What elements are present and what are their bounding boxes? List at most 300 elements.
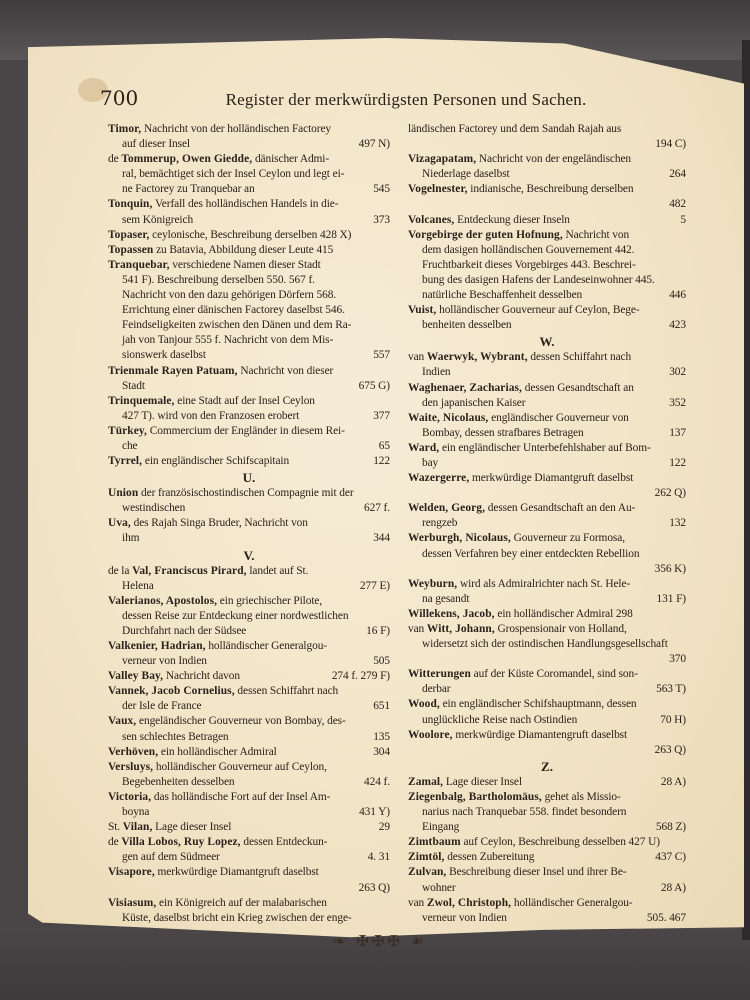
entry-line-text xyxy=(408,213,570,228)
entry-text: westindischen xyxy=(122,502,186,515)
entry-text: ein griechischer Pilote, xyxy=(217,594,323,607)
entry-headword: Weyburn, xyxy=(408,577,458,590)
page-number: 700 xyxy=(100,86,139,110)
entry-line xyxy=(408,743,686,758)
entry-line-text xyxy=(408,697,637,712)
entry-headword: Vannek, Jacob Cornelius, xyxy=(108,685,235,698)
entry-prefix: de la xyxy=(108,564,133,577)
entry-line xyxy=(408,607,686,622)
entry-line xyxy=(108,699,390,714)
entry-line xyxy=(408,303,686,318)
entry-line xyxy=(408,547,686,562)
entry-line-text xyxy=(422,288,582,303)
page-reference: 304 xyxy=(373,745,390,758)
page-reference: 557 xyxy=(373,349,390,362)
entry-headword: Wood, xyxy=(408,698,440,711)
index-entry xyxy=(108,865,390,895)
entry-headword: Topaser, xyxy=(108,228,150,241)
entry-text: Nachricht von den dazu gehörigen Dörfern 568. xyxy=(122,289,337,302)
index-entry xyxy=(108,564,390,594)
entry-text: Nachricht von dieser xyxy=(237,364,334,377)
entry-line-text xyxy=(408,896,633,911)
entry-line-text xyxy=(408,835,660,850)
entry-line xyxy=(108,911,390,926)
entry-text: sen schlechtes Betragen xyxy=(122,730,229,743)
index-column-left xyxy=(108,122,390,926)
index-entry xyxy=(108,684,390,714)
index-entry xyxy=(408,728,686,758)
entry-text: dessen Gesandtschaft an den Au- xyxy=(485,502,636,515)
entry-text: holländischer Gouverneur auf Ceylon, Bege- xyxy=(436,304,640,317)
entry-line-text xyxy=(122,805,149,820)
entry-text: zu Batavia, Abbildung dieser Leute 415 xyxy=(153,243,334,256)
entry-line xyxy=(408,486,686,501)
entry-line xyxy=(408,243,686,258)
index-entry xyxy=(408,411,686,441)
entry-headword: Valerianos, Apostolos, xyxy=(108,594,218,607)
entry-line xyxy=(108,228,390,243)
entry-headword: Trienmale Rayen Patuam, xyxy=(108,364,238,377)
entry-line-text xyxy=(108,684,338,699)
entry-text: merkwürdige Diamantengruft daselbst xyxy=(452,728,628,741)
index-entry xyxy=(408,441,686,471)
entry-line-text xyxy=(422,743,425,758)
entry-text: narius nach Tranquebar 558. findet besondern xyxy=(422,806,627,819)
entry-line-text xyxy=(122,213,193,228)
entry-text: indianische, Beschreibung derselben xyxy=(467,183,634,196)
entry-line xyxy=(108,303,390,318)
entry-line xyxy=(108,835,390,850)
entry-headword: Trinquemale, xyxy=(108,394,175,407)
entry-line-text xyxy=(122,624,246,639)
entry-line xyxy=(408,411,686,426)
page-reference: 122 xyxy=(669,456,686,469)
entry-line-text xyxy=(122,531,139,546)
entry-headword: Tonquin, xyxy=(108,198,153,211)
entry-text: Indien xyxy=(422,366,451,379)
entry-line xyxy=(408,713,686,728)
page-reference: 4. 31 xyxy=(367,851,390,864)
entry-headword: Werburgh, Nicolaus, xyxy=(408,532,511,545)
index-entry xyxy=(108,669,390,684)
entry-line xyxy=(408,790,686,805)
index-entry xyxy=(108,760,390,790)
page-reference: 370 xyxy=(669,653,686,666)
entry-text: holländischer Generalgou- xyxy=(511,896,633,909)
entry-line-text xyxy=(422,682,451,697)
section-letter: U. xyxy=(242,470,256,486)
entry-line-text xyxy=(122,182,255,197)
entry-headword: Vogelnester, xyxy=(408,183,468,196)
entry-line xyxy=(408,667,686,682)
index-entry xyxy=(108,152,390,197)
entry-headword: Ziegenbalg, Bartholomäus, xyxy=(408,790,542,803)
entry-line xyxy=(408,835,686,850)
entry-line xyxy=(108,805,390,820)
entry-line xyxy=(108,333,390,348)
index-entry xyxy=(408,501,686,531)
entry-line xyxy=(108,348,390,363)
entry-headword: Vuist, xyxy=(408,304,437,317)
entry-text: merkwürdige Diamantgruft daselbst xyxy=(469,472,634,485)
entry-text: engeländischer Gouverneur von Bombay, des- xyxy=(136,715,346,728)
index-entry xyxy=(408,697,686,727)
entry-text: der französischostindischen Compagnie mit der xyxy=(138,487,354,500)
entry-text: landet auf St. xyxy=(246,564,309,577)
entry-line-text xyxy=(422,911,507,926)
entry-text: des Rajah Singa Bruder, Nachricht von xyxy=(130,517,308,530)
index-entry xyxy=(408,577,686,607)
entry-headword: Union xyxy=(108,487,139,500)
entry-line-text xyxy=(408,790,621,805)
entry-line-text xyxy=(108,865,319,880)
entry-text: das holländische Fort auf der Insel Am- xyxy=(151,790,331,803)
entry-prefix: van xyxy=(408,351,427,364)
entry-headword: Visapore, xyxy=(108,866,155,879)
page-reference: 505. 467 xyxy=(646,911,686,924)
index-entry xyxy=(408,667,686,697)
page-reference: 137 xyxy=(669,426,686,439)
entry-line xyxy=(108,137,390,152)
entry-line-text xyxy=(422,805,626,820)
entry-text: Lage dieser Insel xyxy=(152,821,232,834)
running-title: Register der merkwürdigsten Personen und Sachen. xyxy=(225,90,587,109)
entry-line-text xyxy=(408,531,625,546)
entry-line-text xyxy=(422,456,438,471)
index-column-right xyxy=(408,122,686,926)
entry-line xyxy=(408,637,686,652)
entry-line xyxy=(408,911,686,926)
entry-prefix: de xyxy=(108,836,122,849)
entry-text: gen auf dem Südmeer xyxy=(122,851,220,864)
entry-line xyxy=(408,137,686,152)
entry-text: Stadt xyxy=(122,379,145,392)
entry-text: che xyxy=(122,439,138,452)
entry-line xyxy=(408,820,686,835)
entry-line xyxy=(408,273,686,288)
index-entry xyxy=(408,850,686,865)
page-reference: 437 C) xyxy=(655,851,686,864)
entry-text: verneur von Indien xyxy=(422,911,507,924)
entry-line xyxy=(408,682,686,697)
entry-line-text xyxy=(422,562,425,577)
index-entry xyxy=(408,381,686,411)
entry-text: natürliche Beschaffenheit desselben xyxy=(422,289,583,302)
entry-line-text xyxy=(122,273,315,288)
index-entry xyxy=(108,228,390,243)
entry-line-text xyxy=(422,167,510,182)
index-entry xyxy=(408,835,686,850)
index-entry xyxy=(408,865,686,895)
entry-line xyxy=(408,228,686,243)
entry-line-text xyxy=(408,228,629,243)
entry-line-text xyxy=(422,243,634,258)
entry-line-text xyxy=(408,607,633,622)
entry-line-text xyxy=(422,516,457,531)
entry-line-text xyxy=(108,669,240,684)
entry-text: sionswerk daselbst xyxy=(122,349,206,362)
entry-prefix: St. xyxy=(108,821,123,834)
entry-headword: Zimtöl, xyxy=(408,851,445,864)
entry-text: Bombay, dessen strafbares Betragen xyxy=(422,426,584,439)
entry-text: dessen Schiffahrt nach xyxy=(527,351,632,364)
entry-line-text xyxy=(408,381,634,396)
entry-text: rengzeb xyxy=(422,517,458,530)
entry-line xyxy=(108,379,390,394)
entry-text: Küste, daselbst bricht ein Krieg zwischen der enge- xyxy=(122,911,352,924)
entry-line-text xyxy=(122,318,351,333)
entry-headword: Volcanes, xyxy=(408,213,455,226)
entry-line-text xyxy=(408,122,621,137)
entry-headword: Woolore, xyxy=(408,728,453,741)
entry-line-text xyxy=(408,775,522,790)
entry-text: dessen Zubereitung xyxy=(444,851,535,864)
page-reference: 194 C) xyxy=(655,138,686,151)
entry-text: dessen Verfahren bey einer entdeckten Rebellion xyxy=(422,547,640,560)
entry-line-text xyxy=(408,577,630,592)
entry-headword: Valley Bay, xyxy=(108,670,164,683)
entry-line-text xyxy=(422,197,425,212)
entry-line xyxy=(108,714,390,729)
index-entry xyxy=(408,350,686,380)
entry-line-text xyxy=(108,714,346,729)
entry-text: ein engländischer Unterbefehlshaber auf Bom- xyxy=(439,441,651,454)
entry-headword: Versluys, xyxy=(108,760,154,773)
entry-line-text xyxy=(108,760,327,775)
entry-line-text xyxy=(122,609,348,624)
entry-text: Fruchtbarkeit dieses Vorgebirges 443. Beschrei- xyxy=(422,258,636,271)
index-entry xyxy=(408,228,686,303)
entry-line-text xyxy=(408,865,626,880)
entry-text: ein engländischer Schifscapitain xyxy=(142,455,290,468)
entry-headword: Vaux, xyxy=(108,715,137,728)
entry-line xyxy=(408,396,686,411)
page-reference: 264 xyxy=(669,168,686,181)
entry-line-text xyxy=(122,439,138,454)
entry-line xyxy=(408,501,686,516)
entry-line-text xyxy=(108,424,345,439)
entry-line-text xyxy=(408,622,627,637)
index-entry xyxy=(108,896,390,926)
entry-line xyxy=(108,881,390,896)
entry-headword: Witt, Johann, xyxy=(426,623,495,635)
entry-text: Nachricht davon xyxy=(163,670,240,683)
entry-headword: Wazergerre, xyxy=(408,472,470,485)
index-entry xyxy=(408,471,686,501)
entry-headword: Tommerup, Owen Giedde, xyxy=(121,153,253,166)
index-entry xyxy=(408,303,686,333)
page-header xyxy=(100,86,680,116)
entry-line-text xyxy=(108,122,331,137)
entry-text: ein holländischer Admiral 298 xyxy=(494,607,633,620)
entry-headword: Zimtbaum xyxy=(408,836,461,849)
entry-text: dessen Schiffahrt nach xyxy=(234,685,339,698)
index-entry xyxy=(408,213,686,228)
entry-line xyxy=(108,318,390,333)
entry-text: Verfall des holländischen Handels in die- xyxy=(152,198,339,211)
ornament-divider: ❧ ✠✠✠ ☙ xyxy=(332,932,428,950)
entry-line xyxy=(108,197,390,212)
entry-line xyxy=(108,669,390,684)
entry-text: merkwürdige Diamantgruft daselbst xyxy=(154,866,319,879)
entry-line xyxy=(408,697,686,712)
entry-line-text xyxy=(108,258,321,273)
entry-line xyxy=(108,258,390,273)
entry-line xyxy=(408,456,686,471)
page-reference: 675 G) xyxy=(358,379,390,392)
entry-line xyxy=(408,288,686,303)
entry-headword: Willekens, Jacob, xyxy=(408,607,495,620)
index-entry xyxy=(408,531,686,576)
entry-text: ral, bemächtiget sich der Insel Ceylon und legt ei- xyxy=(122,168,345,181)
entry-text: wohner xyxy=(422,881,456,894)
section-letter: Z. xyxy=(541,758,553,774)
entry-line-text xyxy=(122,881,125,896)
entry-headword: Verhöven, xyxy=(108,745,159,758)
entry-line xyxy=(108,594,390,609)
entry-text: engländischer Gouverneur von xyxy=(488,411,629,424)
entry-line-text xyxy=(408,411,629,426)
entry-headword: Zamal, xyxy=(408,775,444,788)
entry-line xyxy=(108,654,390,669)
entry-text: benheiten desselben xyxy=(422,319,512,332)
entry-text: Begebenheiten desselben xyxy=(122,775,235,788)
page-reference: 263 Q) xyxy=(654,743,686,756)
entry-text: 427 T). wird von den Franzosen erobert xyxy=(122,409,300,422)
entry-headword: Ward, xyxy=(408,441,440,454)
index-entry xyxy=(108,835,390,865)
entry-text: verschiedene Namen dieser Stadt xyxy=(169,258,321,271)
page-reference: 131 F) xyxy=(656,592,686,605)
index-entry xyxy=(108,820,390,835)
entry-line xyxy=(108,424,390,439)
page-reference: 28 A) xyxy=(660,881,686,894)
entry-text: na gesandt xyxy=(422,592,470,605)
entry-text: Helena xyxy=(122,579,154,592)
entry-text: dänischer Admi- xyxy=(252,153,330,166)
entry-line xyxy=(108,243,390,258)
entry-line-text xyxy=(408,152,631,167)
entry-line xyxy=(108,790,390,805)
entry-line-text xyxy=(422,258,636,273)
page-reference: 274 f. 279 F) xyxy=(331,670,390,683)
entry-line-text xyxy=(422,137,425,152)
index-entry xyxy=(108,639,390,669)
entry-line xyxy=(408,865,686,880)
page-reference: 377 xyxy=(373,409,390,422)
entry-line xyxy=(408,258,686,273)
entry-line xyxy=(408,197,686,212)
index-entry xyxy=(108,454,390,469)
entry-line xyxy=(108,579,390,594)
entry-text: widersetzt sich der ostindischen Handlungsgesellschaft xyxy=(422,638,668,651)
entry-text: Grospensionair von Holland, xyxy=(494,623,627,635)
entry-line-text xyxy=(108,152,329,167)
entry-text: Gouverneur zu Formosa, xyxy=(510,532,625,545)
entry-line-text xyxy=(122,348,206,363)
entry-headword: Waerwyk, Wybrant, xyxy=(426,351,528,364)
entry-headword: Tranquebar, xyxy=(108,258,170,271)
entry-line-text xyxy=(108,228,351,243)
page-reference: 5 xyxy=(680,213,686,226)
entry-text: ceylonische, Beschreibung derselben 428 X) xyxy=(149,228,352,241)
index-entry xyxy=(408,122,686,152)
entry-headword: Vizagapatam, xyxy=(408,153,477,166)
page-reference: 344 xyxy=(373,532,390,545)
entry-text: Beschreibung dieser Insel und ihrer Be- xyxy=(446,866,627,879)
entry-line-text xyxy=(422,318,512,333)
entry-headword: Tyrrel, xyxy=(108,455,143,468)
entry-headword: Topassen xyxy=(108,243,154,256)
entry-text: dessen Reise zur Entdeckung einer nordwestlichen xyxy=(122,609,349,622)
entry-line-text xyxy=(408,728,627,743)
entry-line xyxy=(108,288,390,303)
entry-text: Nachricht von xyxy=(562,228,630,241)
page-reference: 446 xyxy=(669,289,686,302)
entry-line-text xyxy=(122,775,235,790)
entry-line xyxy=(408,850,686,865)
index-entry xyxy=(108,258,390,364)
entry-line-text xyxy=(122,850,220,865)
entry-text: unglückliche Reise nach Ostindien xyxy=(422,713,578,726)
entry-text: den japanischen Kaiser xyxy=(422,396,526,409)
index-entry xyxy=(108,714,390,744)
entry-headword: Valkenier, Hadrian, xyxy=(108,640,206,652)
page-reference: 70 H) xyxy=(660,713,686,726)
entry-text: Durchfahrt nach der Südsee xyxy=(122,624,247,637)
page-reference: 424 f. xyxy=(364,775,390,788)
entry-prefix: van xyxy=(408,623,427,635)
entry-line xyxy=(108,167,390,182)
entry-text: Nachricht von der holländischen Factorey xyxy=(141,123,331,135)
entry-headword: Timor, xyxy=(108,123,142,135)
entry-headword: Villa Lobos, Ruy Lopez, xyxy=(121,836,241,849)
index-entry xyxy=(108,790,390,820)
entry-line-text xyxy=(422,365,451,380)
index-entry xyxy=(408,622,686,667)
entry-line-text xyxy=(422,547,639,562)
entry-line xyxy=(408,152,686,167)
entry-line xyxy=(408,318,686,333)
entry-line xyxy=(408,516,686,531)
entry-line xyxy=(108,609,390,624)
entry-line-text xyxy=(422,592,469,607)
entry-line xyxy=(108,865,390,880)
page-reference: 356 K) xyxy=(654,562,686,575)
entry-headword: Zulvan, xyxy=(408,866,447,879)
entry-line xyxy=(408,896,686,911)
entry-line xyxy=(108,152,390,167)
entry-line-text xyxy=(108,516,308,531)
entry-line-text xyxy=(122,579,154,594)
entry-line-text xyxy=(408,501,635,516)
page-reference: 505 xyxy=(373,655,390,668)
entry-line xyxy=(108,501,390,516)
page-reference: 262 Q) xyxy=(654,487,686,500)
entry-headword: Vilan, xyxy=(122,821,153,834)
index-entry xyxy=(108,243,390,258)
entry-headword: Türkey, xyxy=(108,424,147,437)
entry-line-text xyxy=(108,639,327,654)
entry-line-text xyxy=(122,303,345,318)
index-entry xyxy=(108,122,390,152)
entry-line xyxy=(108,486,390,501)
entry-text: ein holländischer Admiral xyxy=(158,745,277,758)
entry-headword: Waghenaer, Zacharias, xyxy=(408,381,523,394)
entry-line-text xyxy=(108,394,315,409)
entry-text: verneur von Indien xyxy=(122,655,207,668)
entry-line xyxy=(108,775,390,790)
